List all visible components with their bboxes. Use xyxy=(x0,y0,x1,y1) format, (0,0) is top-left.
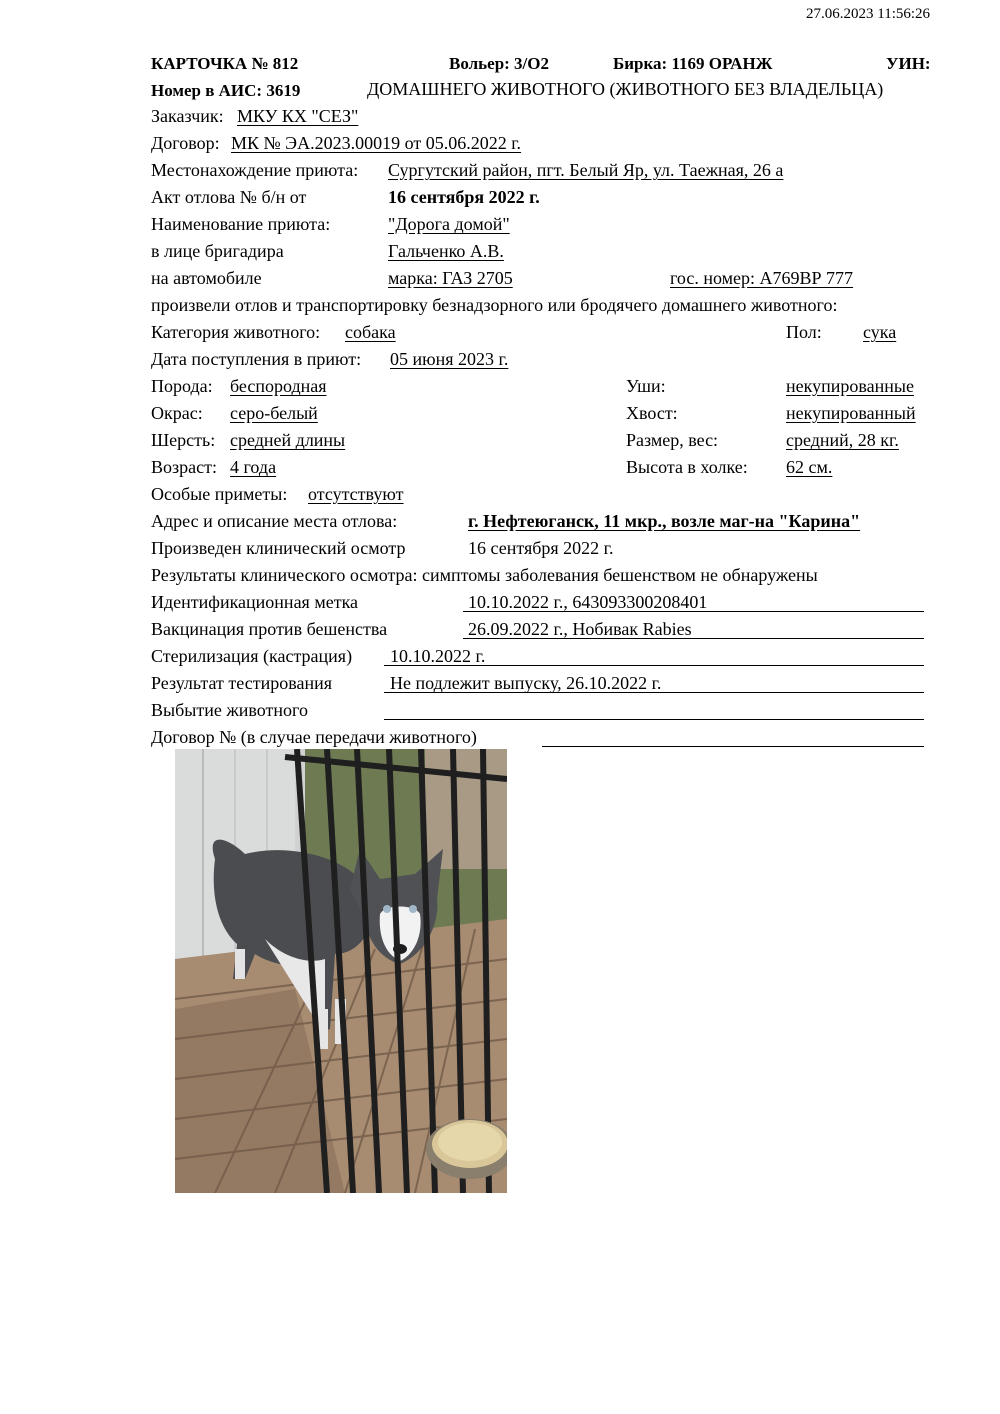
card-number: КАРТОЧКА № 812 xyxy=(151,54,299,73)
tail-value: некупированный xyxy=(786,403,916,423)
id-mark-underline xyxy=(463,611,924,612)
clinical-exam-result: Результаты клинического осмотра: симптомы заболевания бешенством не обнаружены xyxy=(151,565,818,585)
catch-address-label: Адрес и описание места отлова: xyxy=(151,511,398,531)
age-value: 4 года xyxy=(230,457,277,477)
brigadier-value: Гальченко А.В. xyxy=(388,241,504,261)
ears-label: Уши: xyxy=(626,376,666,396)
vehicle-plate: гос. номер: А769ВР 777 xyxy=(670,268,854,288)
transfer-contract-label: Договор № (в случае передачи животного) xyxy=(151,727,477,747)
brigadier-label: в лице бригадира xyxy=(151,241,284,261)
size-label: Размер, вес: xyxy=(626,430,719,450)
color-value: серо-белый xyxy=(230,403,318,423)
arrival-date-value: 05 июня 2023 г. xyxy=(390,349,509,369)
vaccination-underline xyxy=(463,638,924,639)
uin-label: УИН: xyxy=(886,54,931,73)
test-result-underline xyxy=(384,692,924,693)
ais-number: Номер в АИС: 3619 xyxy=(151,81,301,100)
height-label: Высота в холке: xyxy=(626,457,748,477)
transfer-contract-underline xyxy=(542,746,924,747)
category-label: Категория животного: xyxy=(151,322,321,342)
test-result-label: Результат тестирования xyxy=(151,673,332,693)
size-value: средний, 28 кг. xyxy=(786,430,899,450)
catch-act-date: 16 сентября 2022 г. xyxy=(388,187,540,207)
customer-value: МКУ КХ "СЕЗ" xyxy=(237,106,359,126)
test-result-value: Не подлежит выпуску, 26.10.2022 г. xyxy=(390,673,662,693)
contract-label: Договор: xyxy=(151,133,220,153)
ears-value: некупированные xyxy=(786,376,914,396)
id-mark-value: 10.10.2022 г., 643093300208401 xyxy=(468,592,708,612)
arrival-date-label: Дата поступления в приют: xyxy=(151,349,362,369)
vaccination-label: Вакцинация против бешенства xyxy=(151,619,388,639)
catch-address-value: г. Нефтеюганск, 11 мкр., возле маг-на "Карина" xyxy=(468,511,861,531)
coat-value: средней длины xyxy=(230,430,346,450)
enclosure: Вольер: 3/О2 xyxy=(449,54,549,73)
card-subtitle: ДОМАШНЕГО ЖИВОТНОГО (ЖИВОТНОГО БЕЗ ВЛАДЕЛЬЦА) xyxy=(367,79,884,99)
sterilization-underline xyxy=(384,665,924,666)
animal-photo xyxy=(175,749,507,1193)
sterilization-label: Стерилизация (кастрация) xyxy=(151,646,353,666)
height-value: 62 см. xyxy=(786,457,833,477)
sex-value: сука xyxy=(863,322,897,342)
age-label: Возраст: xyxy=(151,457,217,477)
animal-photo-illustration xyxy=(175,749,507,1193)
special-marks-label: Особые приметы: xyxy=(151,484,288,504)
breed-label: Порода: xyxy=(151,376,213,396)
catch-act-label: Акт отлова № б/н от xyxy=(151,187,307,207)
clinical-exam-date: 16 сентября 2022 г. xyxy=(468,538,614,558)
customer-label: Заказчик: xyxy=(151,106,224,126)
shelter-location-value: Сургутский район, пгт. Белый Яр, ул. Таежная, 26 а xyxy=(388,160,784,180)
clinical-exam-label: Произведен клинический осмотр xyxy=(151,538,406,558)
id-mark-label: Идентификационная метка xyxy=(151,592,359,612)
breed-value: беспородная xyxy=(230,376,327,396)
category-value: собака xyxy=(345,322,396,342)
sex-label: Пол: xyxy=(786,322,822,342)
contract-value: МК № ЭА.2023.00019 от 05.06.2022 г. xyxy=(231,133,522,153)
catch-statement: произвели отлов и транспортировку безнадзорного или бродячего домашнего животного: xyxy=(151,295,838,315)
shelter-location-label: Местонахождение приюта: xyxy=(151,160,359,180)
shelter-name-value: "Дорога домой" xyxy=(388,214,510,234)
departure-underline xyxy=(384,719,924,720)
vehicle-label: на автомобиле xyxy=(151,268,262,288)
print-timestamp: 27.06.2023 11:56:26 xyxy=(806,6,931,22)
vehicle-brand: марка: ГАЗ 2705 xyxy=(388,268,513,288)
color-label: Окрас: xyxy=(151,403,203,423)
shelter-name-label: Наименование приюта: xyxy=(151,214,331,234)
vaccination-value: 26.09.2022 г., Нобивак Rabies xyxy=(468,619,692,639)
tag-number: Бирка: 1169 ОРАНЖ xyxy=(613,54,773,73)
tail-label: Хвост: xyxy=(626,403,678,423)
departure-label: Выбытие животного xyxy=(151,700,308,720)
special-marks-value: отсутствуют xyxy=(308,484,404,504)
sterilization-value: 10.10.2022 г. xyxy=(390,646,486,666)
coat-label: Шерсть: xyxy=(151,430,216,450)
